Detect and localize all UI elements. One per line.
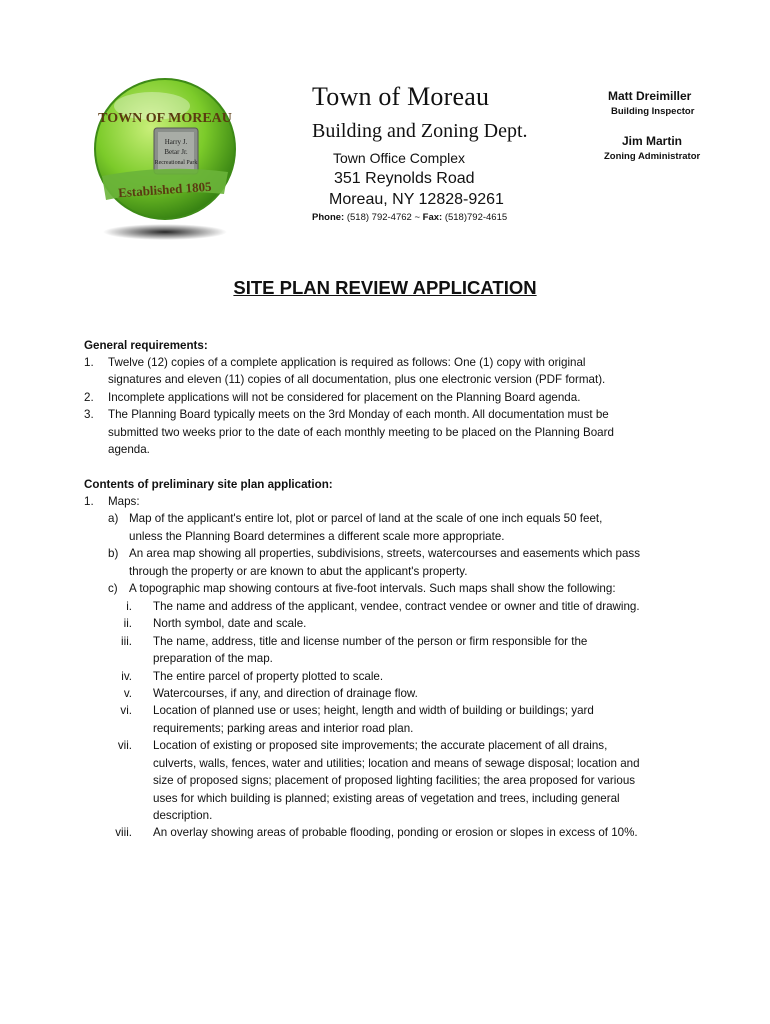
- list-item: [84, 493, 724, 510]
- list-item: [84, 389, 724, 406]
- roman-item: [84, 615, 724, 632]
- sub-item-text-line: A topographic map showing contours at five-foot intervals. Such maps shall show the following:: [129, 582, 616, 596]
- list-item: [84, 406, 724, 458]
- roman-item-text-line: North symbol, date and scale.: [153, 617, 307, 631]
- logo-sign-line-2: Betar Jr.: [164, 148, 188, 156]
- sub-item-letter: c): [108, 582, 118, 596]
- staff-title-inspector: Building Inspector: [611, 106, 695, 117]
- sub-item: [84, 545, 724, 580]
- item-text-line: signatures and eleven (11) copies of all documentation, plus one electronic version (PDF format).: [108, 373, 606, 387]
- roman-item-text-line: Watercourses, if any, and direction of drainage flow.: [153, 686, 418, 700]
- sub-item-text-line: Map of the applicant's entire lot, plot or parcel of land at the scale of one inch equals 50 feet,: [129, 512, 603, 526]
- logo-seal-graphic: [92, 76, 238, 242]
- sub-item: [84, 580, 724, 597]
- roman-numeral: vii.: [117, 739, 132, 753]
- roman-numeral: ii.: [123, 617, 132, 631]
- roman-numeral: iii.: [121, 634, 132, 648]
- logo-top-text: TOWN OF MOREAU: [98, 111, 232, 126]
- office-name: Town Office Complex: [333, 150, 466, 166]
- document-title: SITE PLAN REVIEW APPLICATION: [233, 277, 537, 298]
- sub-item: [84, 510, 724, 545]
- roman-item: [84, 702, 724, 737]
- contents-list: [84, 493, 724, 842]
- roman-item: [84, 824, 724, 841]
- roman-item-text-line: culverts, walls, fences, water and utilities; location and means of sewage disposal; location and: [153, 756, 640, 770]
- item-text-line: Incomplete applications will not be considered for placement on the Planning Board agenda.: [108, 391, 581, 404]
- roman-item: [84, 598, 724, 615]
- logo-band-text: Established 1805: [117, 178, 213, 201]
- item-text-line: Twelve (12) copies of a complete application is required as follows: One (1) copy with original: [108, 356, 586, 369]
- city-address: Moreau, NY 12828-9261: [329, 191, 504, 208]
- roman-item-text-line: The name, address, title and license number of the person or firm responsible for the: [153, 634, 588, 648]
- roman-item-text-line: The entire parcel of property plotted to scale.: [153, 669, 384, 683]
- fax-number: (518)792-4615: [442, 212, 508, 223]
- maps-label: Maps:: [108, 495, 140, 508]
- sub-item-text-line: unless the Planning Board determines a different scale more appropriate.: [129, 529, 505, 543]
- town-logo: [92, 76, 238, 242]
- staff-name-inspector: Matt Dreimiller: [608, 89, 692, 103]
- sub-item-text-line: An area map showing all properties, subdivisions, streets, watercourses and easements which pass: [129, 547, 641, 561]
- staff-name-zoning: Jim Martin: [622, 134, 683, 148]
- roman-numeral: iv.: [121, 669, 132, 683]
- sub-item-letter: a): [108, 512, 119, 526]
- roman-item-text-line: description.: [153, 808, 213, 822]
- item-number: 2.: [84, 391, 94, 404]
- phone-number: (518) 792-4762 ~: [344, 212, 423, 223]
- item-number: 1.: [84, 495, 94, 508]
- roman-item-text-line: The name and address of the applicant, vendee, contract vendee or owner and title of drawing.: [153, 599, 640, 613]
- item-text-line: submitted two weeks prior to the date of each monthly meeting to be placed on the Planning Board: [108, 425, 614, 439]
- item-number: 1.: [84, 356, 94, 369]
- roman-item: [84, 737, 724, 824]
- roman-item-text-line: requirements; parking areas and interior road plan.: [153, 721, 414, 735]
- roman-item: [84, 685, 724, 702]
- town-name: Town of Moreau: [312, 82, 490, 111]
- roman-item-text-line: preparation of the map.: [153, 651, 273, 665]
- street-address: 351 Reynolds Road: [334, 170, 475, 187]
- roman-item-text-line: uses for which building is planned; existing areas of vegetation and trees, including general: [153, 791, 620, 805]
- roman-numeral: vi.: [120, 704, 132, 718]
- roman-item: [84, 633, 724, 668]
- roman-item: [84, 668, 724, 685]
- staff-title-zoning: Zoning Administrator: [604, 151, 701, 162]
- logo-sign-line-3: Recreational Park: [154, 160, 198, 166]
- contents-heading: Contents of preliminary site plan application:: [84, 478, 333, 491]
- phone-fax-line: [312, 212, 507, 223]
- item-text-line: The Planning Board typically meets on the 3rd Monday of each month. All documentation must be: [108, 408, 609, 422]
- sub-item-text-line: through the property or are known to abut the applicant's property.: [129, 564, 468, 578]
- roman-numeral: v.: [123, 686, 132, 700]
- roman-item-text-line: size of proposed signs; placement of proposed lighting facilities; the area proposed for various: [153, 774, 636, 788]
- item-text-line: agenda.: [108, 443, 150, 457]
- sub-item-letter: b): [108, 547, 119, 561]
- roman-numeral: viii.: [115, 826, 132, 840]
- item-number: 3.: [84, 408, 94, 422]
- roman-item-text-line: An overlay showing areas of probable flooding, ponding or erosion or slopes in excess of 10%.: [153, 826, 638, 840]
- roman-item-text-line: Location of planned use or uses; height, length and width of building or buildings; yard: [153, 704, 594, 718]
- general-requirements-heading: General requirements:: [84, 339, 208, 352]
- roman-numeral: i.: [126, 599, 132, 613]
- general-requirements-list: [84, 354, 724, 458]
- phone-label: Phone:: [312, 212, 345, 223]
- list-item: [84, 354, 724, 389]
- fax-label: Fax:: [422, 212, 443, 223]
- roman-item-text-line: Location of existing or proposed site improvements; the accurate placement of all drains,: [153, 739, 608, 753]
- logo-sign-line-1: Harry J.: [164, 138, 188, 146]
- department-name: Building and Zoning Dept.: [312, 120, 528, 142]
